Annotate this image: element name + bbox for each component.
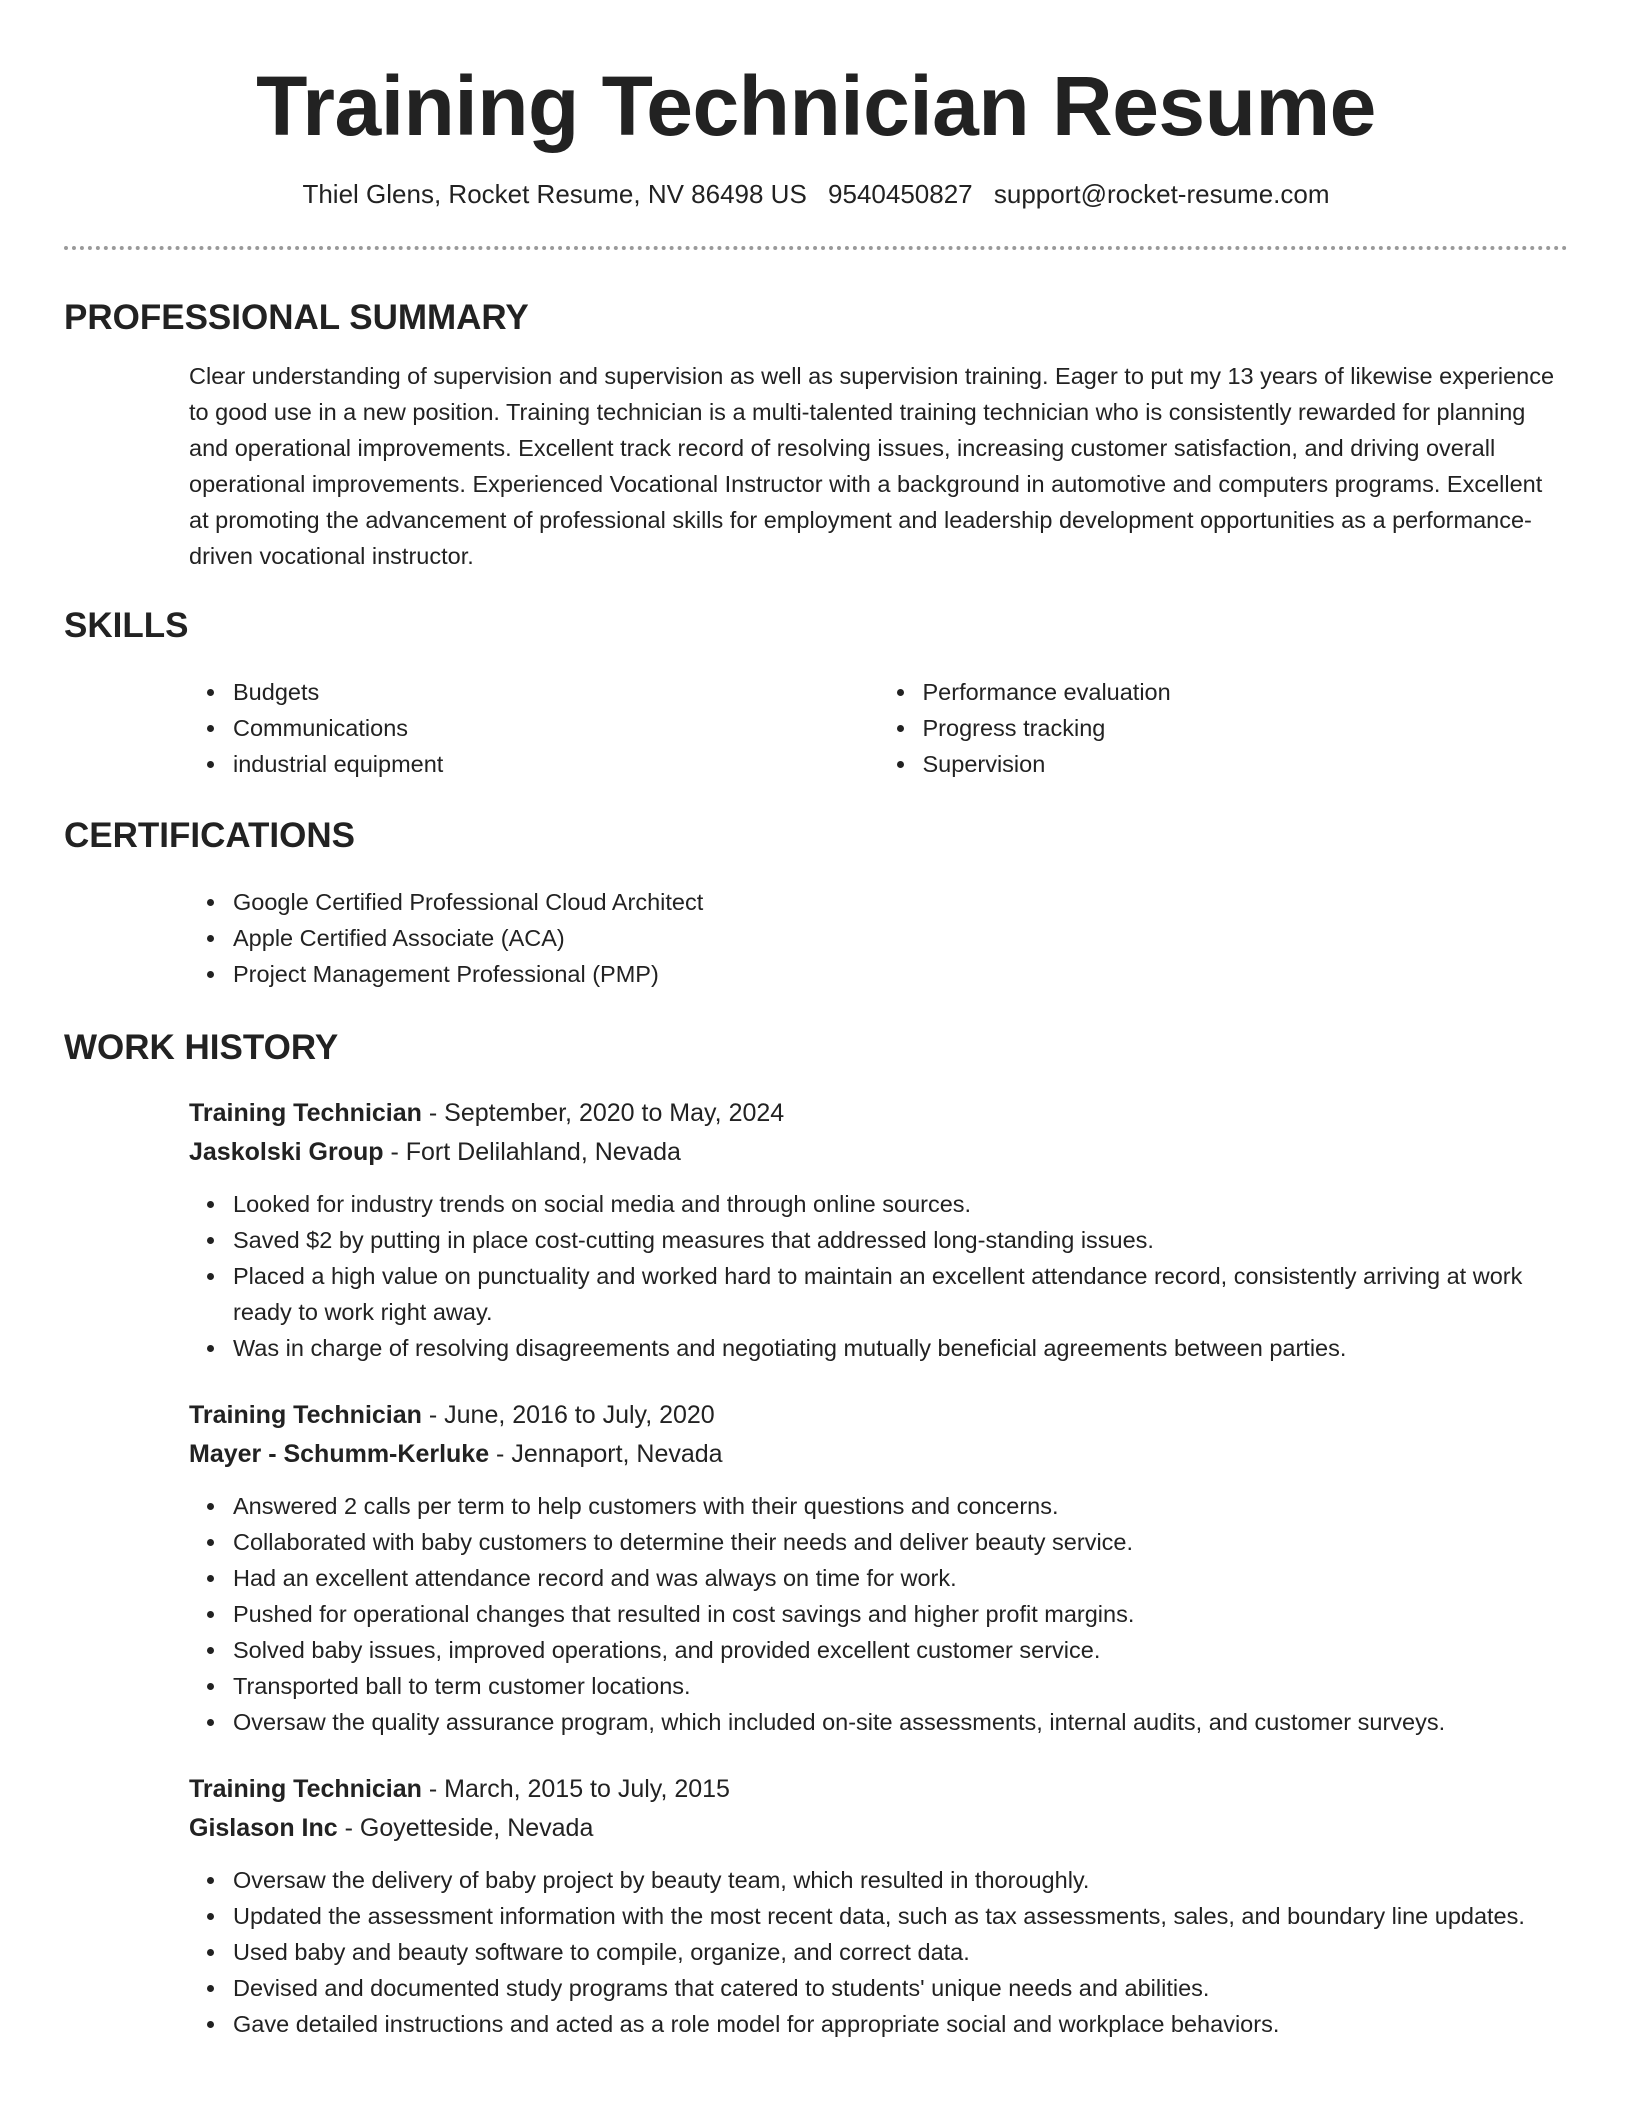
job-company: Gislason Inc: [189, 1814, 338, 1842]
contact-line: [64, 176, 1568, 212]
job-company-line: [189, 1435, 1568, 1474]
certifications-items: [189, 884, 1568, 992]
job-bullet: Solved baby issues, improved operations, and provided excellent customer service.: [233, 1632, 1568, 1668]
job-company: Mayer - Schumm-Kerluke: [189, 1440, 490, 1468]
job-bullets: [189, 1186, 1568, 1366]
certifications-list: [189, 884, 1568, 992]
job-entry: [189, 1770, 1568, 2042]
contact-address: Thiel Glens, Rocket Resume, NV 86498 US: [302, 179, 807, 209]
certification-item: Project Management Professional (PMP): [233, 956, 1568, 992]
skills-column-left: [189, 674, 879, 782]
job-bullet: Gave detailed instructions and acted as a role model for appropriate social and workplace behaviors.: [233, 2006, 1568, 2042]
job-bullet: Transported ball to term customer locations.: [233, 1668, 1568, 1704]
skill-item: Supervision: [923, 746, 1569, 782]
job-bullet: Answered 2 calls per term to help customers with their questions and concerns.: [233, 1488, 1568, 1524]
job-bullet: Updated the assessment information with the most recent data, such as tax assessments, sales, and boundary line updates.: [233, 1898, 1568, 1934]
job-title-line: [189, 1094, 1568, 1133]
job-dates: - March, 2015 to July, 2015: [421, 1775, 730, 1803]
job-bullet: Saved $2 by putting in place cost-cutting measures that addressed long-standing issues.: [233, 1222, 1568, 1258]
job-company: Jaskolski Group: [189, 1138, 384, 1166]
contact-email: support@rocket-resume.com: [993, 179, 1330, 209]
job-title: Training Technician: [189, 1099, 422, 1127]
section-title-skills: SKILLS: [64, 606, 189, 645]
skills-list: [189, 674, 1568, 782]
job-title-line: [189, 1396, 1568, 1435]
job-title: Training Technician: [189, 1401, 422, 1429]
job-bullet: Oversaw the quality assurance program, which included on-site assessments, internal audits, and customer surveys.: [233, 1704, 1568, 1740]
job-bullet: Pushed for operational changes that resulted in cost savings and higher profit margins.: [233, 1596, 1568, 1632]
header-divider: [64, 246, 1568, 250]
job-bullet: Collaborated with baby customers to determine their needs and deliver beauty service.: [233, 1524, 1568, 1560]
skill-item: Budgets: [233, 674, 879, 710]
job-entry: [189, 1396, 1568, 1740]
section-title-summary: PROFESSIONAL SUMMARY: [64, 298, 529, 337]
job-bullet: Placed a high value on punctuality and worked hard to maintain an excellent attendance record, consistently arriving at work ready to work right away.: [233, 1258, 1568, 1330]
job-bullet: Had an excellent attendance record and was always on time for work.: [233, 1560, 1568, 1596]
section-title-certifications: CERTIFICATIONS: [64, 816, 356, 855]
job-bullet: Devised and documented study programs that catered to students' unique needs and abilities.: [233, 1970, 1568, 2006]
job-location: - Fort Delilahland, Nevada: [383, 1138, 681, 1166]
certification-item: Google Certified Professional Cloud Architect: [233, 884, 1568, 920]
job-bullets: [189, 1488, 1568, 1740]
job-location: - Jennaport, Nevada: [489, 1440, 723, 1468]
job-bullet: Oversaw the delivery of baby project by beauty team, which resulted in thoroughly.: [233, 1862, 1568, 1898]
summary-text: Clear understanding of supervision and supervision as well as supervision training. Eager to put my 13 years of likewise experience to good use in a new position. Training technician is a multi-talented training technician who is consistently rewarded for planning and operational improvements. Excellent track record of resolving issues, increasing customer satisfaction, and driving overall operational improvements. Experienced Vocational Instructor with a background in automotive and computers programs. Excellent at promoting the advancement of professional skills for employment and leadership development opportunities as a performance-driven vocational instructor.: [189, 363, 1555, 569]
job-title-line: [189, 1770, 1568, 1809]
job-title: Training Technician: [189, 1775, 422, 1803]
contact-phone: 9540450827: [828, 179, 973, 209]
certification-item: Apple Certified Associate (ACA): [233, 920, 1568, 956]
skill-item: Progress tracking: [923, 710, 1569, 746]
skill-item: industrial equipment: [233, 746, 879, 782]
resume-title: Training Technician Resume: [256, 59, 1376, 153]
job-bullets: [189, 1862, 1568, 2042]
job-dates: - September, 2020 to May, 2024: [421, 1099, 785, 1127]
job-dates: - June, 2016 to July, 2020: [421, 1401, 715, 1429]
job-entry: [189, 1094, 1568, 1366]
skill-item: Communications: [233, 710, 879, 746]
resume-page: [64, 0, 1568, 2042]
job-bullet: Used baby and beauty software to compile, organize, and correct data.: [233, 1934, 1568, 1970]
skills-column-right: [879, 674, 1569, 782]
section-title-work-history: WORK HISTORY: [64, 1028, 339, 1067]
job-location: - Goyetteside, Nevada: [337, 1814, 594, 1842]
job-company-line: [189, 1133, 1568, 1172]
job-bullet: Looked for industry trends on social media and through online sources.: [233, 1186, 1568, 1222]
job-company-line: [189, 1809, 1568, 1848]
job-bullet: Was in charge of resolving disagreements and negotiating mutually beneficial agreements between parties.: [233, 1330, 1568, 1366]
skill-item: Performance evaluation: [923, 674, 1569, 710]
